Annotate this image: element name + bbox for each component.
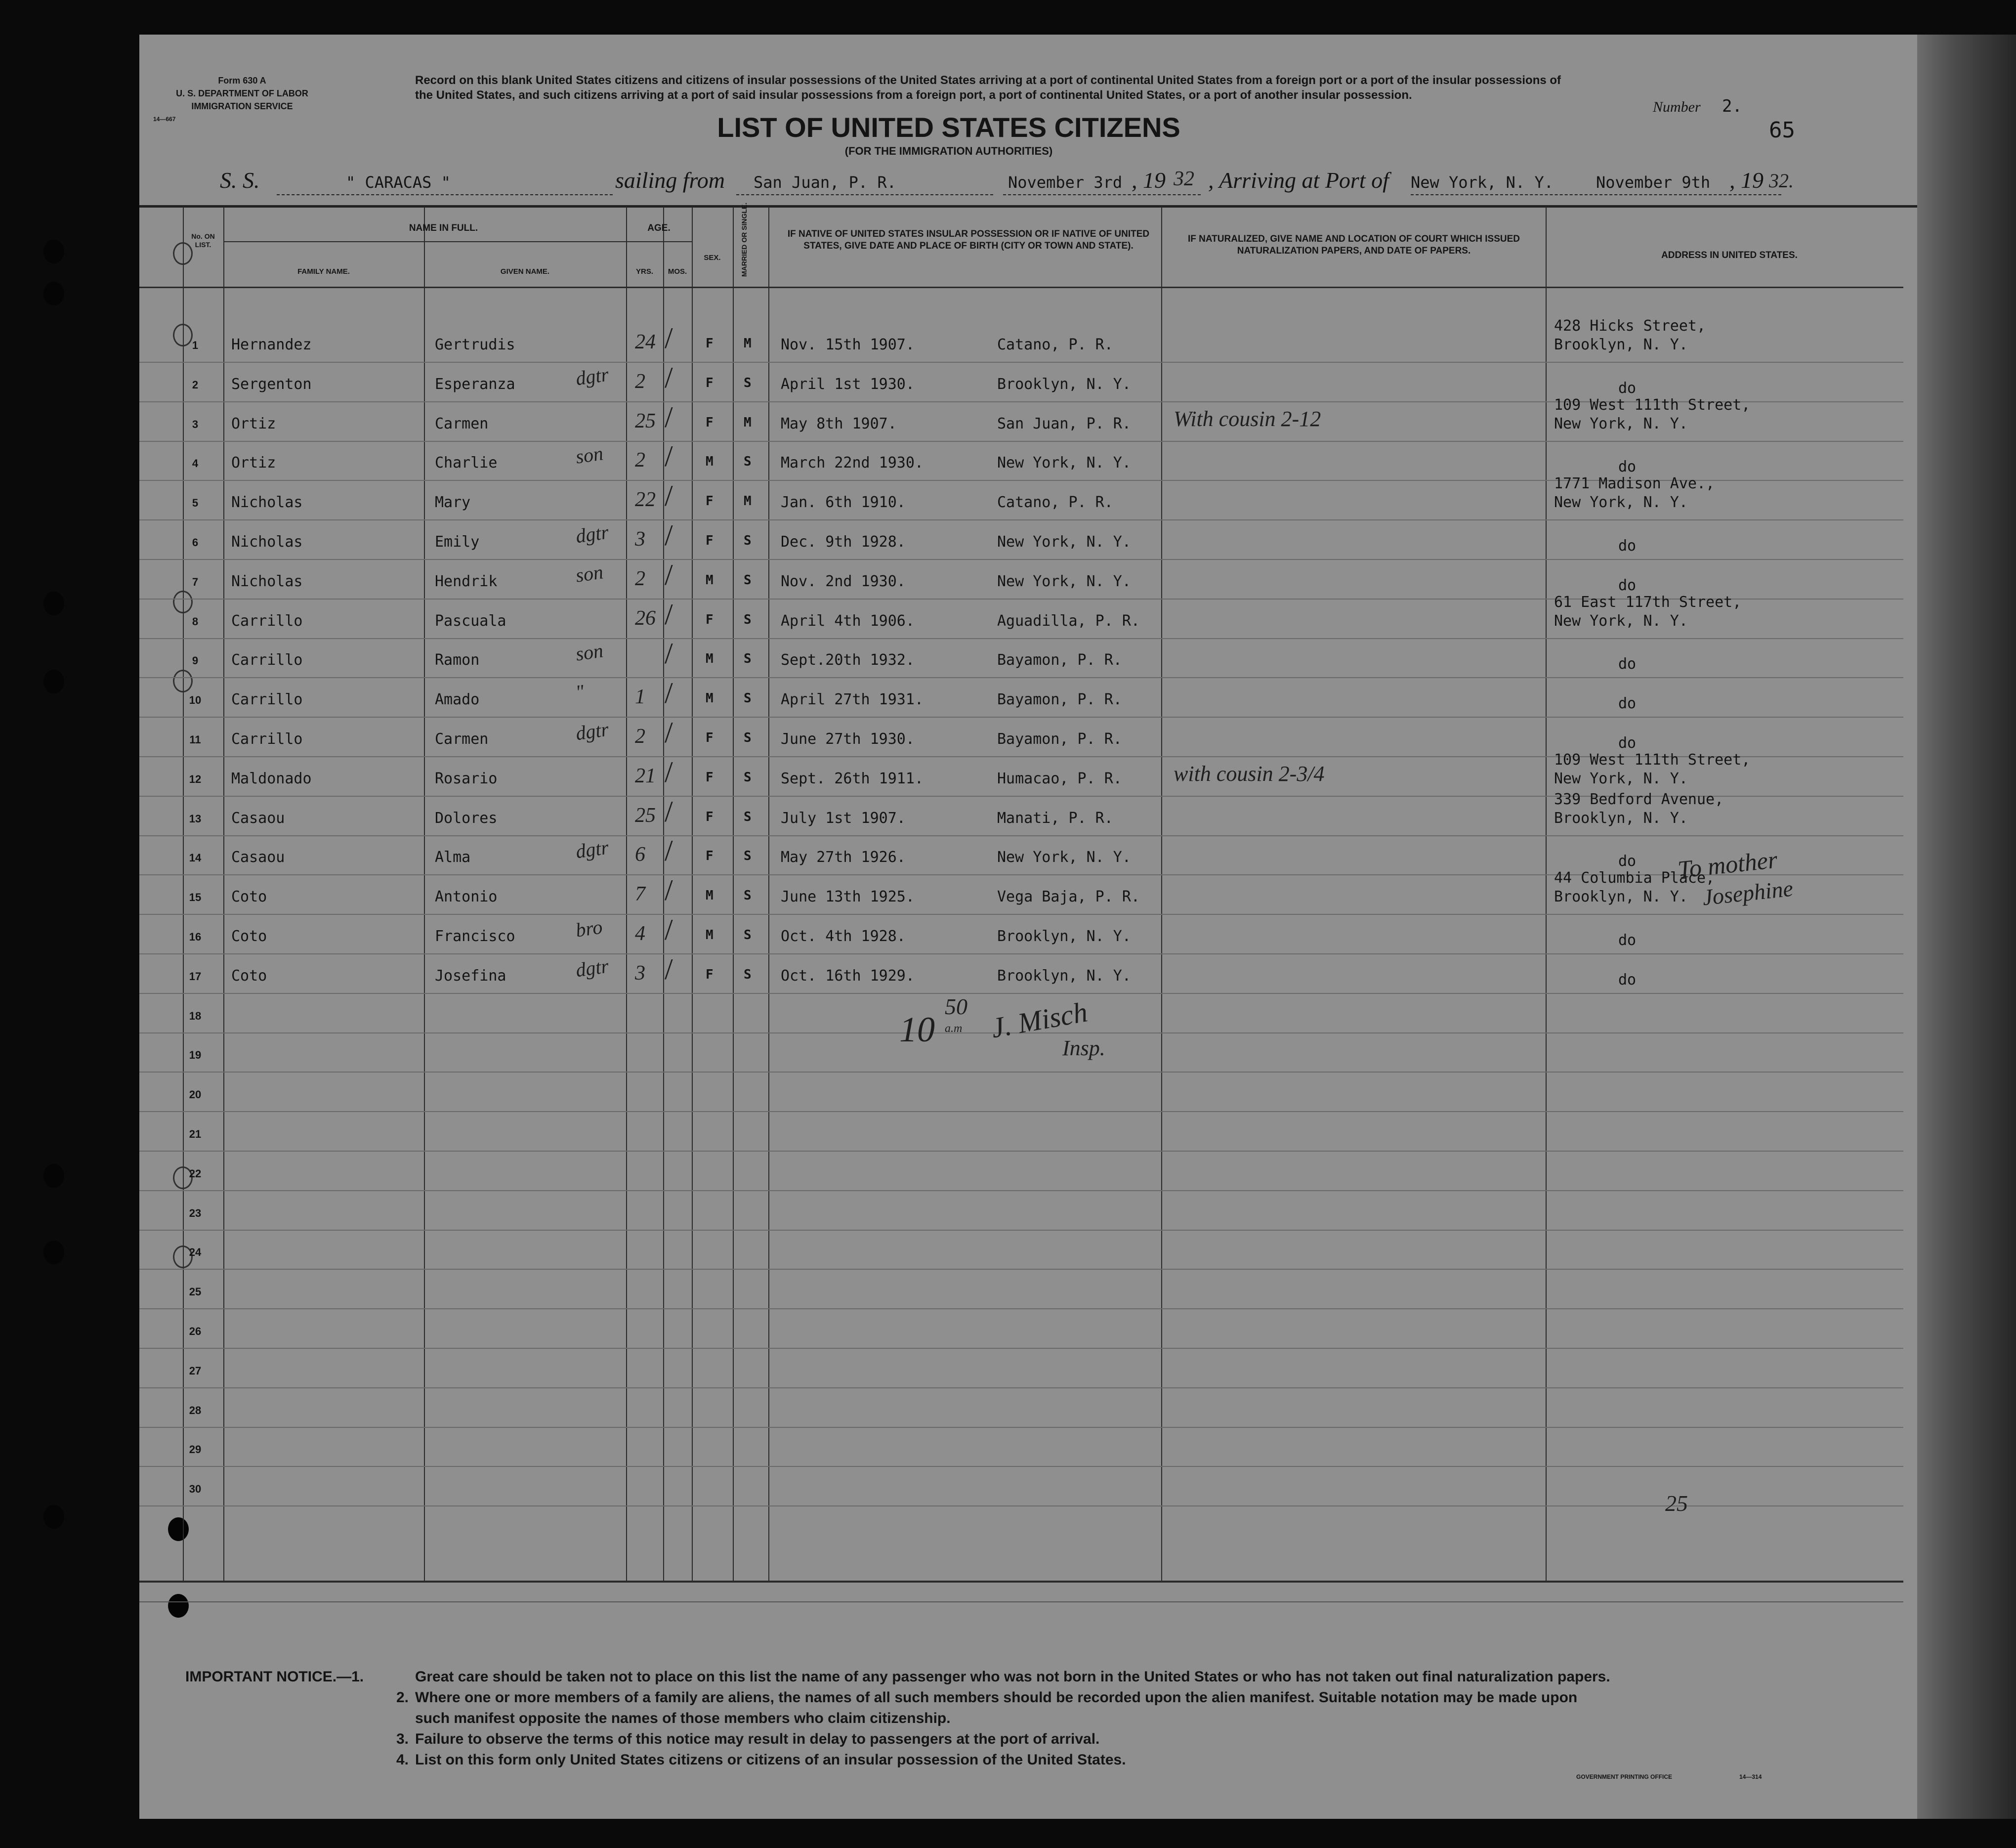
marital-status: S — [744, 809, 752, 824]
number-label: Number — [1653, 99, 1701, 115]
row-rule — [139, 362, 1903, 363]
row-number: 8 — [192, 615, 199, 628]
row-rule — [139, 677, 1903, 678]
address-ditto: do — [1618, 458, 1637, 476]
notice-num-3: 3. — [396, 1731, 409, 1747]
given-name: Dolores — [435, 809, 498, 827]
birth-place: Aguadilla, P. R. — [997, 612, 1140, 630]
row-number: 13 — [189, 812, 202, 825]
birth-date: Dec. 9th 1928. — [781, 533, 906, 551]
sex: F — [706, 415, 714, 430]
given-name: Gertrudis — [435, 336, 515, 353]
family-name: Nicholas — [231, 533, 303, 551]
family-name: Carrillo — [231, 651, 303, 669]
address-ditto: do — [1618, 537, 1637, 555]
tick-mark: / — [665, 755, 673, 788]
row-number: 26 — [189, 1325, 202, 1337]
marital-status: M — [744, 415, 752, 430]
tick-mark: / — [665, 913, 673, 946]
annotation-to-mother: To mother — [1676, 845, 1779, 884]
family-name: Coto — [231, 967, 267, 985]
row-number: 25 — [189, 1286, 202, 1298]
age-years: 25 — [635, 804, 656, 827]
row-number: 9 — [192, 654, 199, 667]
from-port: San Juan, P. R. — [754, 173, 896, 192]
binding-hole — [168, 1517, 189, 1541]
col-no: No. ON LIST. — [191, 232, 215, 249]
family-name: Ortiz — [231, 454, 276, 472]
row-number: 3 — [192, 418, 199, 430]
row-number: 17 — [189, 970, 202, 983]
birth-date: Oct. 4th 1928. — [781, 928, 906, 945]
given-name: Emily — [435, 533, 480, 551]
birth-date: May 8th 1907. — [781, 415, 897, 432]
departure-year-prefix: , 19 — [1132, 168, 1166, 193]
tick-mark: / — [665, 795, 673, 828]
row-rule — [139, 835, 1903, 836]
family-name: Coto — [231, 888, 267, 906]
annotation-ampm: a.m — [945, 1022, 963, 1035]
given-name: Carmen — [435, 415, 489, 432]
row-number: 22 — [189, 1167, 202, 1180]
marital-status: S — [744, 691, 752, 706]
marital-status: S — [744, 651, 752, 667]
birth-place: Humacao, P. R. — [997, 770, 1122, 787]
given-name: Alma — [435, 849, 471, 866]
marital-status: M — [744, 494, 752, 509]
arriving-label: , Arriving at Port of — [1208, 168, 1389, 193]
sex: M — [706, 651, 714, 667]
age-years: 2 — [635, 370, 645, 393]
annotation-time: 10 — [899, 1010, 935, 1049]
inspector-title: Insp. — [1062, 1036, 1105, 1060]
col-married: MARRIED OR SINGLE. — [740, 202, 748, 277]
address-line-2: New York, N. Y. — [1554, 494, 1688, 512]
sex: F — [706, 533, 714, 548]
sex: F — [706, 612, 714, 627]
family-name: Carrillo — [231, 731, 303, 748]
address-line-1: 109 West 111th Street, — [1554, 751, 1751, 769]
marital-status: S — [744, 928, 752, 943]
birth-place: New York, N. Y. — [997, 849, 1131, 866]
age-years: 6 — [635, 843, 645, 866]
marital-status: S — [744, 731, 752, 745]
given-name: Charlie — [435, 454, 498, 472]
row-number: 12 — [189, 773, 202, 785]
row-number: 15 — [189, 891, 202, 904]
given-name: Esperanza — [435, 375, 515, 393]
family-name: Maldonado — [231, 770, 312, 787]
birth-place: Brooklyn, N. Y. — [997, 928, 1131, 945]
sex: M — [706, 454, 714, 470]
tick-mark: / — [665, 874, 673, 907]
page-title: LIST OF UNITED STATES CITIZENS — [717, 112, 1180, 143]
row-rule — [139, 1190, 1903, 1191]
row-number: 18 — [189, 1009, 202, 1022]
page-number: 65 — [1769, 118, 1795, 143]
address-line-1: 339 Bedford Avenue, — [1554, 790, 1724, 808]
binding-hole — [43, 282, 64, 305]
given-name: Carmen — [435, 731, 489, 748]
row-rule — [139, 638, 1903, 639]
address-ditto: do — [1618, 853, 1637, 870]
row-number: 23 — [189, 1206, 202, 1219]
sex: F — [706, 494, 714, 509]
address-ditto: do — [1618, 734, 1637, 752]
page-subtitle: (FOR THE IMMIGRATION AUTHORITIES) — [844, 145, 1053, 157]
arrival-year: 32. — [1769, 170, 1794, 192]
address-ditto: do — [1618, 576, 1637, 594]
tick-mark: / — [665, 322, 673, 354]
col-yrs: YRS. — [635, 267, 653, 276]
relationship-note: son — [574, 639, 605, 666]
departure-year: 32 — [1174, 168, 1194, 190]
given-name: Mary — [435, 494, 471, 512]
family-name: Carrillo — [231, 691, 303, 709]
row-number: 24 — [189, 1246, 202, 1259]
footer-code: 14—314 — [1739, 1773, 1762, 1780]
row-number: 14 — [189, 852, 202, 864]
relationship-note: son — [574, 442, 605, 469]
row-number: 28 — [189, 1404, 202, 1417]
row-rule — [139, 1072, 1903, 1073]
age-years: 7 — [635, 883, 645, 906]
address-ditto: do — [1618, 932, 1637, 949]
row-number: 29 — [189, 1443, 202, 1456]
row-rule — [139, 1151, 1903, 1152]
birth-date: June 13th 1925. — [781, 888, 915, 906]
row-number: 11 — [189, 733, 201, 746]
address-line-2: Brooklyn, N. Y. — [1554, 809, 1688, 827]
address-line-2: New York, N. Y. — [1554, 415, 1688, 432]
col-address: ADDRESS IN UNITED STATES. — [1661, 250, 1798, 260]
family-name: Coto — [231, 928, 267, 945]
ship-name: " CARACAS " — [346, 173, 451, 192]
marital-status: S — [744, 770, 752, 785]
sex: M — [706, 691, 714, 706]
binding-hole — [43, 1505, 64, 1529]
row-number: 7 — [192, 575, 199, 588]
binding-spine — [1917, 35, 2016, 1819]
arrival-port: New York, N. Y. — [1411, 173, 1554, 192]
address-line-1: 61 East 117th Street, — [1554, 593, 1742, 611]
col-age: AGE. — [647, 223, 671, 233]
tick-mark: / — [665, 598, 673, 631]
record-note: Record on this blank United States citizens and citizens of insular possessions of the United States arriving at a port of continental United States from a foreign port or a port of the insular possessions of the United States, and such citizens arriving at a port of said insular possessions from a foreign port, a port of continental United States, or a port of another insular possession. — [415, 74, 1561, 102]
family-name: Hernandez — [231, 336, 312, 353]
given-name: Hendrik — [435, 572, 498, 590]
marital-status: M — [744, 336, 752, 351]
row-rule — [139, 914, 1903, 915]
age-years: 25 — [635, 409, 656, 432]
birth-date: Nov. 2nd 1930. — [781, 572, 906, 590]
marital-status: S — [744, 375, 752, 390]
column-header-rule — [139, 287, 1903, 288]
age-years: 24 — [635, 331, 656, 353]
birth-date: Sept. 26th 1911. — [781, 770, 924, 787]
address-line-1: 428 Hicks Street, — [1554, 317, 1706, 335]
age-years: 1 — [635, 686, 645, 709]
sex: F — [706, 731, 714, 745]
age-years: 26 — [635, 606, 656, 630]
tick-mark: / — [665, 637, 673, 670]
birth-place: San Juan, P. R. — [997, 415, 1131, 432]
row-rule — [139, 953, 1903, 954]
arrival-year-prefix: , 19 — [1729, 168, 1764, 193]
birth-place: Bayamon, P. R. — [997, 651, 1122, 669]
notice-num-2: 2. — [396, 1689, 409, 1706]
birth-place: New York, N. Y. — [997, 454, 1131, 472]
number-value: 2. — [1722, 96, 1742, 116]
tick-mark: / — [665, 479, 673, 513]
age-years: 2 — [635, 725, 645, 748]
marital-status: S — [744, 612, 752, 627]
relationship-note: bro — [574, 915, 604, 942]
address-line-1: 44 Columbia Place, — [1554, 869, 1715, 887]
relationship-note: " — [574, 680, 586, 704]
age-years: 21 — [635, 764, 656, 787]
given-name: Rosario — [435, 770, 498, 787]
family-name: Carrillo — [231, 612, 303, 630]
col-mos: MOS. — [668, 267, 687, 276]
row-number: 2 — [192, 378, 199, 391]
notice-item-4: List on this form only United States citizens or citizens of an insular possession of the United States. — [415, 1752, 1126, 1768]
age-years: 3 — [635, 528, 645, 551]
row-rule — [139, 559, 1903, 560]
birth-date: Jan. 6th 1910. — [781, 494, 906, 512]
manifest-sheet — [139, 35, 1917, 1819]
tick-mark: / — [665, 519, 673, 552]
notice-lead: IMPORTANT NOTICE.—1. — [185, 1669, 364, 1685]
address-line-2: Brooklyn, N. Y. — [1554, 336, 1688, 353]
header-rule — [139, 205, 1917, 208]
row-number: 5 — [192, 497, 199, 510]
row-number: 4 — [192, 457, 199, 470]
binding-hole — [43, 1241, 64, 1264]
marital-status: S — [744, 849, 752, 864]
tick-mark: / — [665, 440, 673, 473]
col-given-name: GIVEN NAME. — [500, 267, 550, 276]
col-family-name: FAMILY NAME. — [297, 267, 350, 276]
marital-status: S — [744, 454, 752, 470]
naturalization-note: With cousin 2-12 — [1174, 406, 1321, 431]
col-birth: IF NATIVE OF UNITED STATES INSULAR POSSESSION OR IF NATIVE OF UNITED STATES, GIVE DATE AND PLACE OF BIRTH (CITY OR TOWN AND STATE). — [787, 229, 1150, 251]
tick-mark: / — [665, 400, 673, 433]
family-name: Sergenton — [231, 375, 312, 393]
notice-item-2-cont: such manifest opposite the names of those members who claim citizenship. — [415, 1710, 951, 1726]
given-name: Francisco — [435, 928, 515, 945]
birth-place: Catano, P. R. — [997, 336, 1113, 353]
tick-mark: / — [665, 834, 673, 867]
row-rule — [139, 1348, 1903, 1349]
sex: F — [706, 849, 714, 864]
sex: M — [706, 928, 714, 943]
sex: F — [706, 967, 714, 982]
birth-place: Vega Baja, P. R. — [997, 888, 1140, 906]
relationship-note: dgtr — [574, 836, 610, 863]
row-rule — [139, 1387, 1903, 1388]
birth-place: Bayamon, P. R. — [997, 691, 1122, 709]
tick-mark: / — [665, 716, 673, 749]
binding-hole — [168, 1594, 189, 1618]
sex: M — [706, 888, 714, 903]
marital-status: S — [744, 572, 752, 588]
sex: F — [706, 336, 714, 351]
row-number: 1 — [192, 339, 199, 351]
given-name: Ramon — [435, 651, 480, 669]
row-rule — [139, 1269, 1903, 1270]
annotation-name: Josephine — [1701, 875, 1795, 910]
row-number: 19 — [189, 1049, 202, 1062]
annotation-mark: 25 — [1665, 1491, 1688, 1516]
sailing-label: sailing from — [615, 168, 725, 193]
row-number: 21 — [189, 1128, 202, 1140]
row-rule — [139, 1505, 1903, 1506]
age-years: 2 — [635, 449, 645, 472]
family-name: Nicholas — [231, 494, 303, 512]
birth-place: Manati, P. R. — [997, 809, 1113, 827]
row-number: 27 — [189, 1364, 202, 1377]
row-rule — [139, 1111, 1903, 1112]
binding-hole — [43, 1164, 64, 1188]
row-rule — [139, 993, 1903, 994]
row-rule — [139, 1308, 1903, 1309]
col-naturalized: IF NATURALIZED, GIVE NAME AND LOCATION OF COURT WHICH ISSUED NATURALIZATION PAPERS, AND DATE OF PAPERS. — [1187, 234, 1520, 256]
form-code: 14—667 — [153, 116, 176, 123]
ss-label: S. S. — [220, 168, 260, 193]
tick-mark: / — [665, 952, 673, 986]
marital-status: S — [744, 888, 752, 903]
address-line-2: New York, N. Y. — [1554, 770, 1688, 787]
age-years: 4 — [635, 922, 645, 945]
relationship-note: dgtr — [574, 954, 610, 982]
address-line-1: 1771 Madison Ave., — [1554, 475, 1715, 493]
birth-place: New York, N. Y. — [997, 533, 1131, 551]
marital-status: S — [744, 533, 752, 548]
birth-place: Catano, P. R. — [997, 494, 1113, 512]
given-name: Antonio — [435, 888, 498, 906]
sex: F — [706, 809, 714, 824]
relationship-note: son — [574, 560, 605, 587]
given-name: Amado — [435, 691, 480, 709]
birth-date: Nov. 15th 1907. — [781, 336, 915, 353]
notice-item-1: Great care should be taken not to place on this list the name of any passenger who was not born in the United States or who has not taken out final naturalization papers. — [415, 1669, 1610, 1685]
row-rule — [139, 1230, 1903, 1231]
birth-place: Brooklyn, N. Y. — [997, 375, 1131, 393]
tick-mark: / — [665, 558, 673, 591]
annotation-time-minutes: 50 — [945, 994, 967, 1019]
inspector-signature: J. Misch — [988, 995, 1090, 1044]
birth-date: Sept.20th 1932. — [781, 651, 915, 669]
printer-imprint: GOVERNMENT PRINTING OFFICE — [1576, 1773, 1673, 1780]
age-years: 2 — [635, 567, 645, 590]
naturalization-note: with cousin 2-3/4 — [1174, 761, 1325, 786]
family-name: Casaou — [231, 849, 285, 866]
notice-item-3: Failure to observe the terms of this notice may result in delay to passengers at the port of arrival. — [415, 1731, 1100, 1747]
given-name: Josefina — [435, 967, 506, 985]
birth-date: April 4th 1906. — [781, 612, 915, 630]
family-name: Casaou — [231, 809, 285, 827]
address-ditto: do — [1618, 655, 1637, 673]
sex: M — [706, 572, 714, 588]
row-rule — [139, 1466, 1903, 1467]
birth-date: May 27th 1926. — [781, 849, 906, 866]
form-header — [153, 74, 331, 126]
birth-date: Oct. 16th 1929. — [781, 967, 915, 985]
address-line-1: 109 West 111th Street, — [1554, 396, 1751, 414]
birth-place: New York, N. Y. — [997, 572, 1131, 590]
binding-hole — [43, 592, 64, 615]
address-ditto: do — [1618, 379, 1637, 397]
departure-date: November 3rd — [1008, 173, 1123, 192]
address-line-2: New York, N. Y. — [1554, 612, 1688, 630]
notice-num-4: 4. — [396, 1752, 409, 1768]
notice-item-2: Where one or more members of a family are aliens, the names of all such members should be recorded upon the alien manifest. Suitable notation may be made upon — [415, 1689, 1578, 1706]
address-ditto: do — [1618, 971, 1637, 988]
birth-date: July 1st 1907. — [781, 809, 906, 827]
row-number: 30 — [189, 1483, 202, 1496]
tick-mark: / — [665, 361, 673, 394]
age-years: 22 — [635, 488, 656, 512]
birth-place: Bayamon, P. R. — [997, 731, 1122, 748]
binding-hole — [43, 670, 64, 693]
address-ditto: do — [1618, 695, 1637, 713]
row-number: 20 — [189, 1088, 202, 1101]
arrival-date: November 9th — [1596, 173, 1711, 192]
department: U. S. DEPARTMENT OF LABOR — [176, 88, 308, 98]
relationship-note: dgtr — [574, 718, 610, 745]
service: IMMIGRATION SERVICE — [191, 101, 293, 111]
marital-status: S — [744, 967, 752, 982]
row-rule — [139, 1427, 1903, 1428]
col-sex: SEX. — [704, 254, 721, 262]
birth-date: June 27th 1930. — [781, 731, 915, 748]
form-number: Form 630 A — [218, 76, 266, 86]
col-name-in-full: NAME IN FULL. — [409, 223, 478, 233]
family-name: Nicholas — [231, 572, 303, 590]
family-name: Ortiz — [231, 415, 276, 432]
row-rule — [139, 441, 1903, 442]
birth-date: April 27th 1931. — [781, 691, 924, 709]
row-rule — [139, 519, 1903, 520]
sex: F — [706, 375, 714, 390]
address-line-2: Brooklyn, N. Y. — [1554, 888, 1688, 906]
row-number: 16 — [189, 931, 202, 943]
row-rule — [139, 717, 1903, 718]
row-number: 6 — [192, 536, 199, 549]
tick-mark: / — [665, 677, 673, 710]
given-name: Pascuala — [435, 612, 506, 630]
sex: F — [706, 770, 714, 785]
age-years: 3 — [635, 961, 645, 985]
row-number: 10 — [189, 694, 202, 707]
binding-hole — [43, 240, 64, 263]
birth-place: Brooklyn, N. Y. — [997, 967, 1131, 985]
birth-date: March 22nd 1930. — [781, 454, 924, 472]
relationship-note: dgtr — [574, 520, 610, 548]
relationship-note: dgtr — [574, 363, 610, 390]
birth-date: April 1st 1930. — [781, 375, 915, 393]
